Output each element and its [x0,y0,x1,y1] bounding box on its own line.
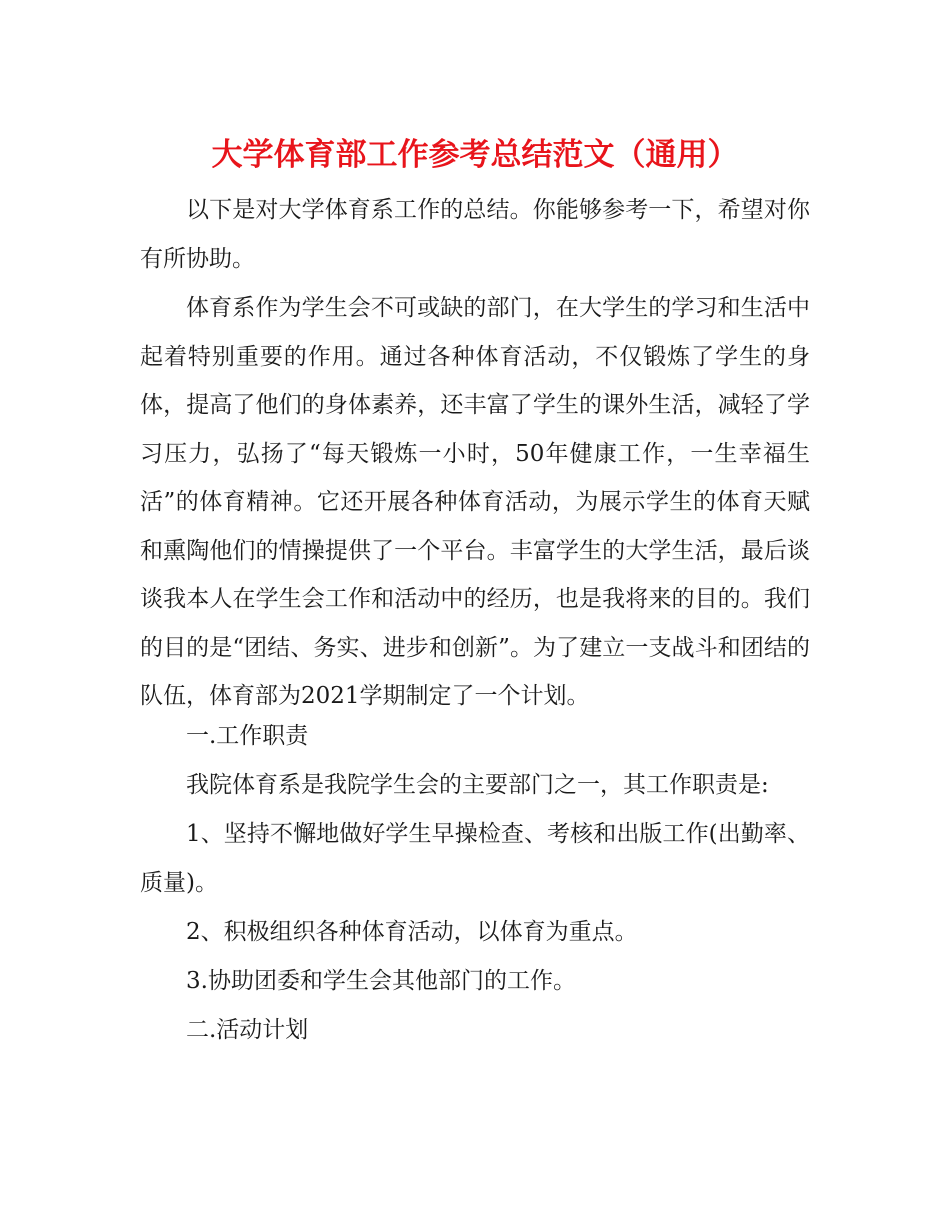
list-item-duty-1: 1、坚持不懈地做好学生早操检查、考核和出版工作(出勤率、质量)。 [140,821,810,896]
section-heading-plan: 二.活动计划 [186,1017,309,1043]
paragraph-intro: 以下是对大学体育系工作的总结。你能够参考一下，希望对你有所协助。 [140,197,810,272]
section-heading-duties: 一.工作职责 [186,723,309,749]
paragraph-body: 体育系作为学生会不可或缺的部门，在大学生的学习和生活中起着特别重要的作用。通过各种体育活动，不仅锻炼了学生的身体，提高了他们的身体素养，还丰富了学生的课外生活，减轻了学习压力，弘扬了“每天锻炼一小时，50年健康工作，一生幸福生活”的体育精神。它还开展各种体育活动，为展示学生的体育天赋和熏陶他们的情操提供了一个平台。丰富学生的大学生活，最后谈谈我本人在学生会工作和活动中的经历，也是我将来的目的。我们的目的是“团结、务实、进步和创新”。为了建立一支战斗和团结的队伍，体育部为2021学期制定了一个计划。 [140,295,810,709]
list-item-duty-2: 2、积极组织各种体育活动，以体育为重点。 [186,919,638,945]
document-title: 大学体育部工作参考总结范文（通用） [211,137,739,173]
list-item-duty-3: 3.协助团委和学生会其他部门的工作。 [186,968,576,994]
paragraph-duties-intro: 我院体育系是我院学生会的主要部门之一，其工作职责是: [186,772,769,798]
